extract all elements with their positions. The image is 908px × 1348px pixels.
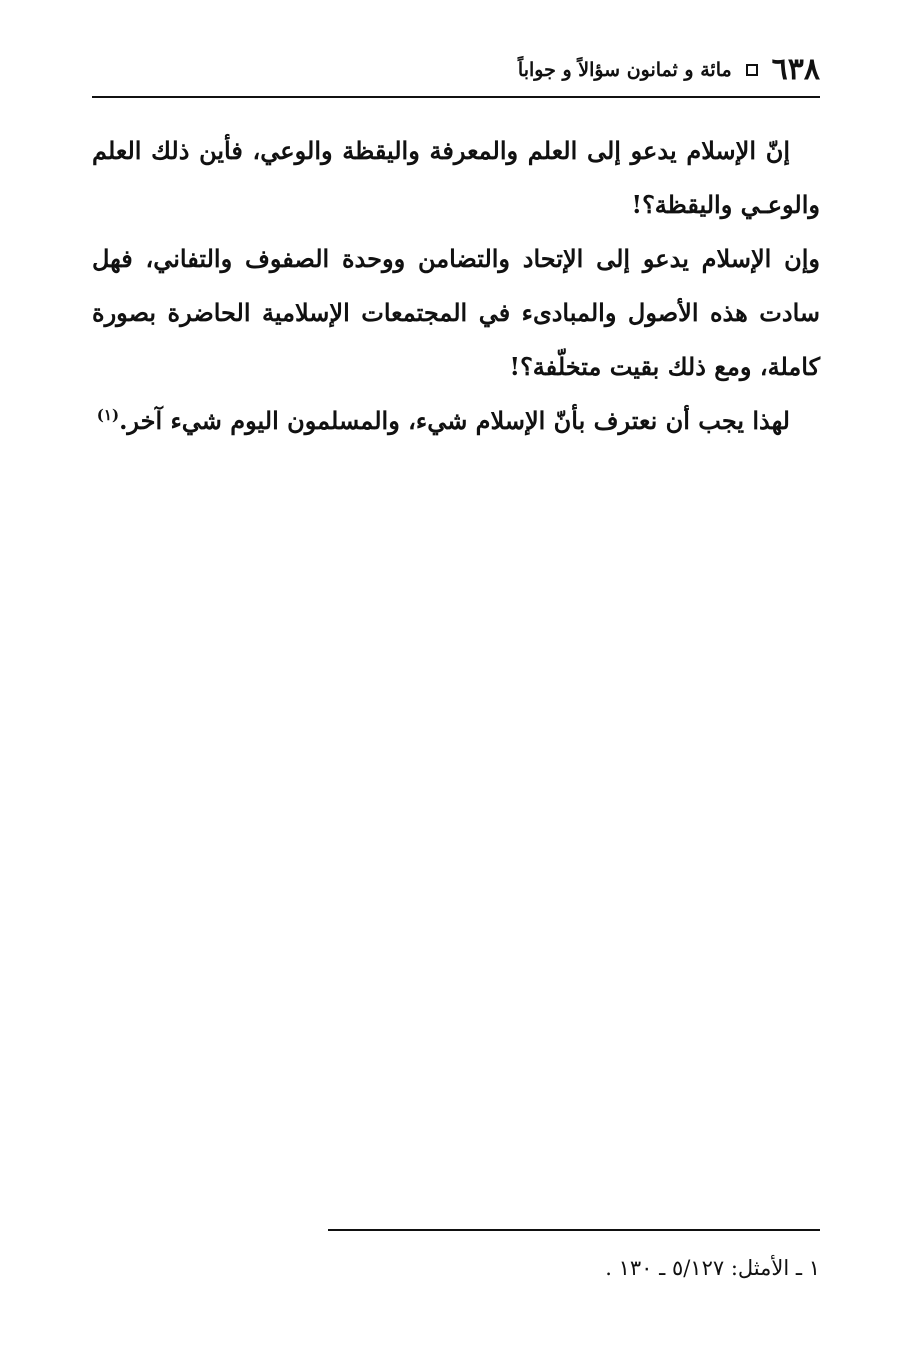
paragraph-1: إنّ الإسلام يدعو إلى العلم والمعرفة واليقظة والوعي، فأين ذلك العلم والوعـي واليقظة؟!	[92, 136, 820, 219]
footnote-reference: (١)	[96, 406, 120, 424]
footnote: ١ ـ الأمثل: ٥/١٢٧ ـ ١٣٠ .	[605, 1256, 820, 1280]
paragraph-2: وإن الإسلام يدعو إلى الإتحاد والتضامن ووحدة الصفوف والتفاني، فهل سادت هذه الأصول والمبادىء في المجتمعات الإسلامية الحاضرة بصورة كاملة، ومع ذلك بقيت متخلّفة؟!	[92, 244, 820, 381]
header-divider	[92, 96, 820, 98]
page-header	[92, 48, 820, 92]
main-text	[92, 124, 820, 448]
book-title: مائة و ثمانون سؤالاً و جواباً	[517, 59, 732, 81]
page-number: ٦٣٨	[771, 52, 820, 87]
paragraph-3-text: لهذا يجب أن نعترف بأنّ الإسلام شيء، والمسلمون اليوم شيء آخر.	[119, 406, 790, 435]
paragraph-3	[92, 394, 820, 448]
square-icon	[746, 64, 758, 76]
footnote-divider	[328, 1229, 820, 1231]
